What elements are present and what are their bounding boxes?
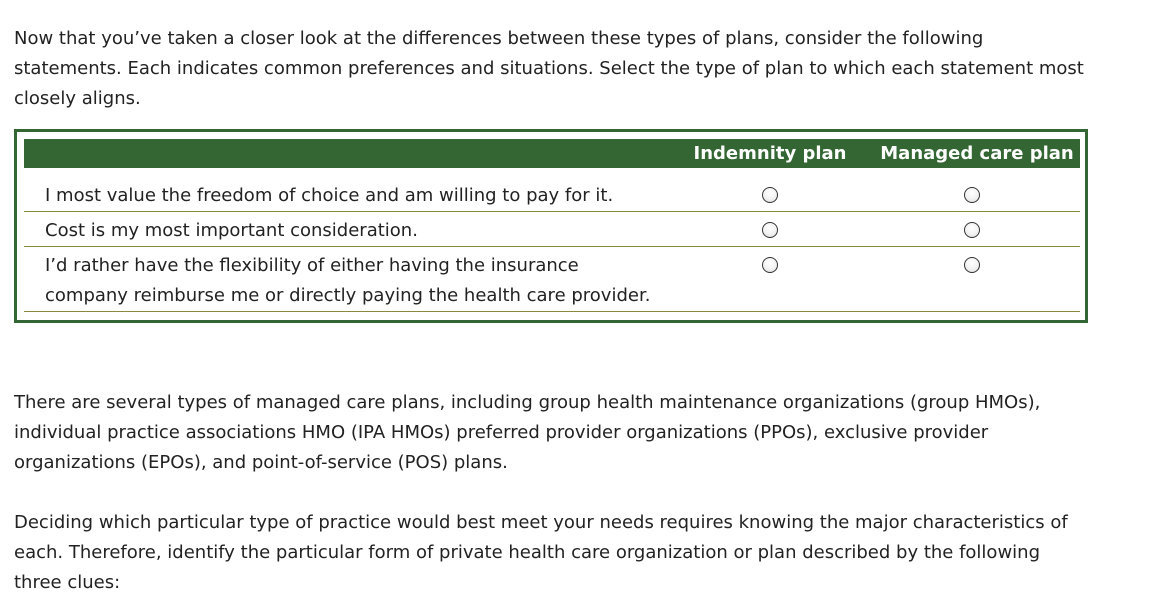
statement-text: I’d rather have the flexibility of either having the insurance company reimburse me or directly paying the health care provider. [45, 255, 651, 306]
managed-care-types-paragraph: There are several types of managed care plans, including group health maintenance organizations (group HMOs), individual practice associations HMO (IPA HMOs) preferred provider organizations (PPOs), exclusive provider organizations (EPOs), and point-of-service (POS) plans. [14, 392, 1041, 473]
statement-text: I most value the freedom of choice and am willing to pay for it. [45, 185, 614, 206]
intro-paragraph: Now that you’ve taken a closer look at the differences between these types of plans, consider the following statements. Each indicates common preferences and situations. Select the type of plan to which each statement most closely aligns. [14, 28, 1084, 109]
table-row [24, 247, 1080, 312]
column-header-managed-care-plan: Managed care plan [880, 143, 1074, 164]
table-row [24, 177, 1080, 212]
statement-text: Cost is my most important consideration. [45, 220, 418, 241]
radio-row3-managed-care[interactable] [964, 257, 980, 273]
table-header [24, 139, 1080, 168]
radio-row3-indemnity[interactable] [762, 257, 778, 273]
column-header-indemnity-plan: Indemnity plan [693, 143, 847, 164]
radio-row2-indemnity[interactable] [762, 222, 778, 238]
deciding-paragraph: Deciding which particular type of practice would best meet your needs requires knowing the major characteristics of each. Therefore, identify the particular form of private health care organization or plan described by the following three clues: [14, 512, 1068, 593]
radio-row1-indemnity[interactable] [762, 187, 778, 203]
radio-row1-managed-care[interactable] [964, 187, 980, 203]
radio-row2-managed-care[interactable] [964, 222, 980, 238]
table-row [24, 212, 1080, 247]
plan-matching-table [14, 129, 1088, 323]
